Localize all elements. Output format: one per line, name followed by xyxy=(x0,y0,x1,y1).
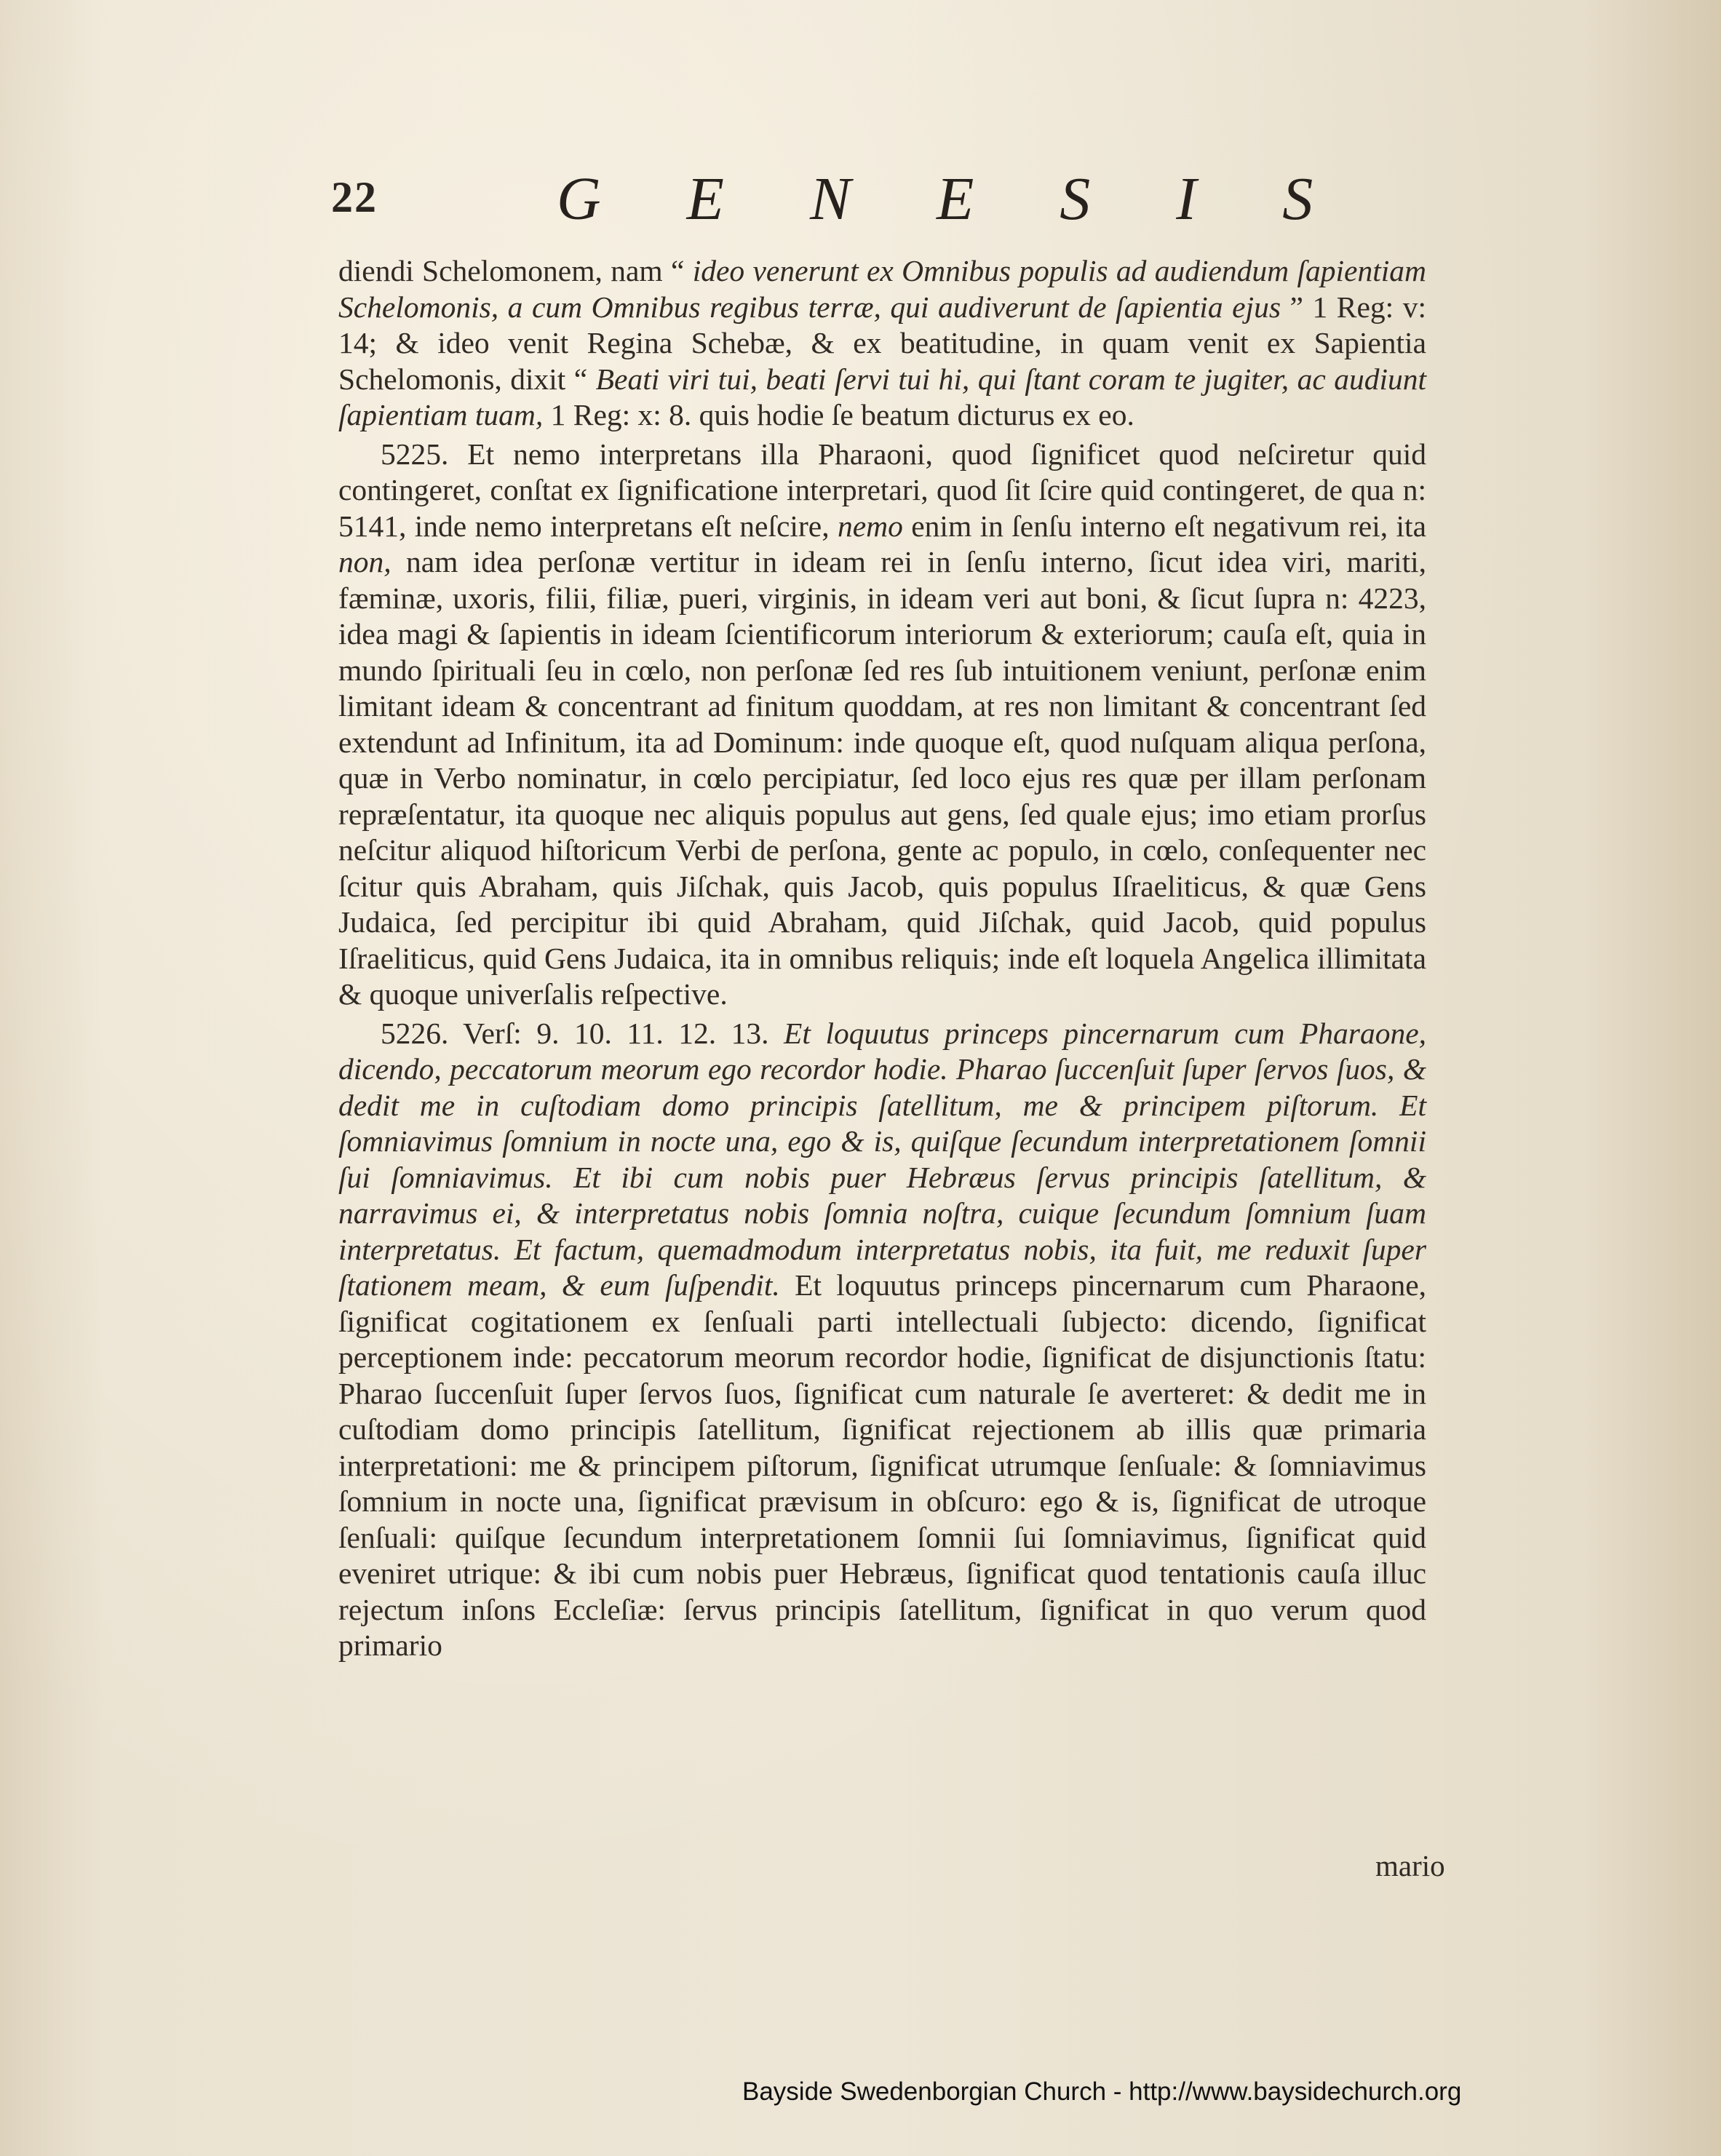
text-segment: diendi Schelomonem, nam “ xyxy=(338,254,693,287)
italic-text-segment: non, xyxy=(338,545,392,578)
text-segment: Et loquutus princeps pincernarum cum Pharaone, ſignificat cogitationem ex ſenſuali parti intellectuali ſubjecto: dicendo, ſignificat perceptionem inde: peccatorum meorum recordor hodie, ſignificat de disjunctionis ſtatu: Pharao ſuccenſuit ſuper ſervos ſuos, ſignificat cum naturale ſe averteret: & dedit me in cuſtodiam domo principis ſatellitum, ſignificat rejectionem ab illis quæ primaria interpretationi: me & principem piſtorum, ſignificat utrumque ſenſuale: & ſomniavimus ſomnium in nocte una, ſignificat prævisum in obſcuro: ego & is, ſignificat de utroque ſenſuali: quiſque ſecundum interpretationem ſomnii ſui ſomniavimus, ſignificat quid eveniret utrique: & ibi cum nobis puer Hebræus, ſignificat quod tentationis cauſa illuc rejectum inſons Eccleſiæ: ſervus principis ſatellitum, ſignificat in quo verum quod primario xyxy=(338,1268,1426,1662)
italic-text-segment: nemo xyxy=(837,509,903,543)
italic-text-segment: Et loquutus princeps pincernarum cum Pharaone, dicendo, peccatorum meorum ego recordor hodie. Pharao ſuccenſuit ſuper ſervos ſuos, & dedit me in cuſtodiam domo principis ſatellitum, me & principem piſtorum. Et ſomniavimus ſomnium in nocte una, ego & is, quiſque ſecundum interpretationem ſomnii ſui ſomniavimus. Et ibi cum nobis puer Hebræus ſervus principis ſatellitum, & narravimus ei, & interpretatus nobis ſomnia noſtra, cuique ſecundum ſomnium ſuam interpretatus. Et factum, quemadmodum interpretatus nobis, ita fuit, me reduxit ſuper ſtationem meam, & eum ſuſpendit. xyxy=(338,1016,1426,1302)
page-number: 22 xyxy=(331,173,378,221)
italic-text-segment: ideo venerunt ex Omnibus populis ad audiendum ſapientiam Schelomonis, a cum Omnibus regibus terræ, qui audiverunt de ſapientia ejus xyxy=(338,254,1426,324)
running-title: GENESIS xyxy=(557,165,1399,233)
text-segment: enim in ſenſu interno eſt negativum rei, ita xyxy=(902,509,1426,543)
body-text xyxy=(338,253,1426,1664)
footer-credit: Bayside Swedenborgian Church - http://www.baysidechurch.org xyxy=(742,2077,1462,2106)
text-segment: nam idea perſonæ vertitur in ideam rei in ſenſu interno, ſicut idea viri, mariti, fæminæ, uxoris, filii, filiæ, pueri, virginis, in ideam veri aut boni, & ſicut ſupra n: 4223, idea magi & ſapientis in ideam ſcientificorum interiorum & exteriorum; cauſa eſt, quia in mundo ſpirituali ſeu in cœlo, non perſonæ ſed res ſub intuitionem veniunt, perſonæ enim limitant ideam & concentrant ad finitum quoddam, at res non limitant & concentrant ſed extendunt ad Infinitum, ita ad Dominum: inde quoque eſt, quod nuſquam aliqua perſona, quæ in Verbo nominatur, in cœlo percipiatur, ſed loco ejus res quæ per illam perſonam repræſentatur, ita quoque nec aliquis populus aut gens, ſed quale ejus; imo etiam prorſus neſcitur aliquod hiſtoricum Verbi de perſona, gente ac populo, in cœlo, conſequenter nec ſcitur quis Abraham, quis Jiſchak, quis Jacob, quis populus Iſraeliticus, & quæ Gens Judaica, ſed percipitur ibi quid Abraham, quid Jiſchak, quid Jacob, quid populus Iſraeliticus, quid Gens Judaica, ita in omnibus reliquis; inde eſt loquela Angelica illimitata & quoque univerſalis reſpective. xyxy=(338,545,1426,1011)
text-segment: 5226. Verſ: 9. 10. 11. 12. 13. xyxy=(381,1016,784,1050)
text-segment: ” 1 Reg: v: 14; & ideo venit Regina Schebæ, & ex beatitudine, in quam venit ex Sapientia Schelomonis, dixit “ xyxy=(338,290,1426,396)
paragraph-5226 xyxy=(338,1016,1426,1664)
text-segment: 5225. Et nemo interpretans illa Pharaoni, quod ſignificet quod neſciretur quid contingeret, conſtat ex ſignificatione interpretari, quod ſit ſcire quid contingeret, de qua n: 5141, inde nemo interpretans eſt neſcire, xyxy=(338,437,1426,543)
page-header xyxy=(331,164,1444,244)
italic-text-segment: Beati viri tui, beati ſervi tui hi, qui ſtant coram te jugiter, ac audiunt ſapientiam tuam, xyxy=(338,362,1427,431)
paragraph-5225 xyxy=(338,437,1426,1013)
paragraph-continuation xyxy=(338,253,1426,434)
catchword: mario xyxy=(1375,1849,1445,1882)
text-segment: 1 Reg: x: 8. quis hodie ſe beatum dicturus ex eo. xyxy=(543,398,1134,431)
